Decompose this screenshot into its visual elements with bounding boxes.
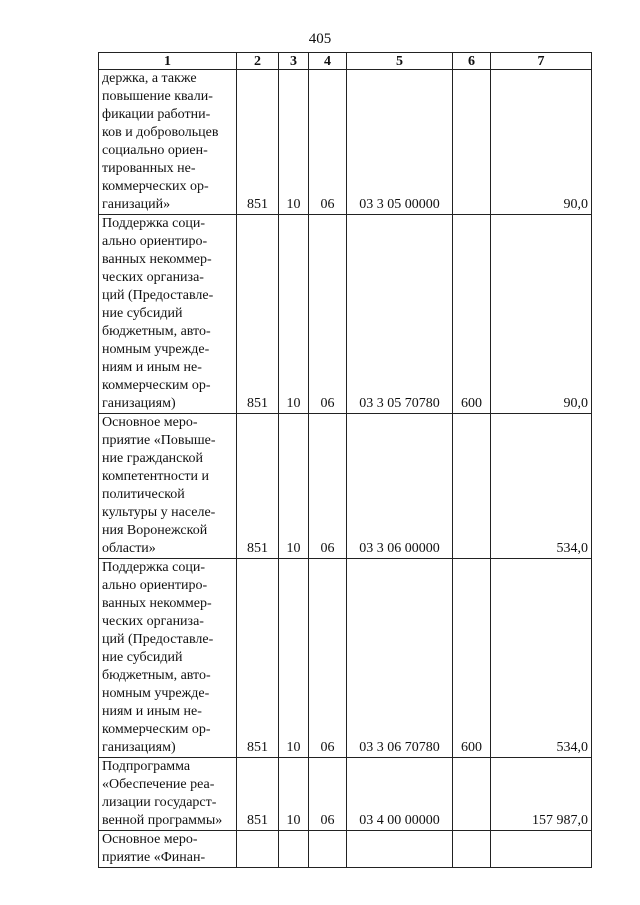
cell-section: 10 — [279, 414, 309, 559]
cell-ministry-code: 851 — [237, 70, 279, 215]
name-line: компетентности и — [102, 469, 209, 484]
cell-subsection — [309, 831, 347, 868]
cell-expense-type — [453, 758, 491, 831]
column-header-1: 1 — [99, 53, 237, 70]
cell-subsection: 06 — [309, 758, 347, 831]
cell-name — [99, 758, 237, 831]
name-line: ванных некоммер- — [102, 596, 212, 611]
name-line: ческих организа- — [102, 614, 204, 629]
cell-ministry-code — [237, 831, 279, 868]
name-line: бюджетным, авто- — [102, 668, 211, 683]
column-header-6: 6 — [453, 53, 491, 70]
cell-target-article: 03 4 00 00000 — [347, 758, 453, 831]
column-header-3: 3 — [279, 53, 309, 70]
name-line: ния Воронежской — [102, 523, 208, 538]
name-line: коммерческих ор- — [102, 179, 209, 194]
cell-expense-type — [453, 414, 491, 559]
cell-amount: 534,0 — [491, 559, 592, 758]
column-header-5: 5 — [347, 53, 453, 70]
name-line: номным учрежде- — [102, 686, 210, 701]
name-line: Поддержка соци- — [102, 560, 206, 575]
column-header-4: 4 — [309, 53, 347, 70]
name-line: ально ориентиро- — [102, 234, 208, 249]
cell-subsection: 06 — [309, 215, 347, 414]
cell-ministry-code: 851 — [237, 559, 279, 758]
name-line: Подпрограмма — [102, 759, 191, 774]
cell-ministry-code: 851 — [237, 414, 279, 559]
name-line: политической — [102, 487, 185, 502]
name-line: культуры у населе- — [102, 505, 216, 520]
name-line: ческих организа- — [102, 270, 204, 285]
cell-amount — [491, 831, 592, 868]
name-line: бюджетным, авто- — [102, 324, 211, 339]
name-line: ков и добровольцев — [102, 125, 219, 140]
cell-target-article: 03 3 05 00000 — [347, 70, 453, 215]
cell-subsection: 06 — [309, 414, 347, 559]
name-line: ганизациям) — [102, 740, 176, 755]
column-header-2: 2 — [237, 53, 279, 70]
cell-section: 10 — [279, 215, 309, 414]
cell-target-article: 03 3 05 70780 — [347, 215, 453, 414]
cell-subsection: 06 — [309, 559, 347, 758]
cell-target-article: 03 3 06 70780 — [347, 559, 453, 758]
name-line: области» — [102, 541, 156, 556]
name-line: коммерческим ор- — [102, 378, 211, 393]
table-row — [99, 215, 592, 414]
cell-amount: 157 987,0 — [491, 758, 592, 831]
name-line: ций (Предоставле- — [102, 632, 214, 647]
cell-section — [279, 831, 309, 868]
name-line: ниям и иным не- — [102, 360, 202, 375]
table-row — [99, 70, 592, 215]
name-line: тированных не- — [102, 161, 196, 176]
name-line: ций (Предоставле- — [102, 288, 214, 303]
name-line: ганизаций» — [102, 197, 171, 212]
name-line: Основное меро- — [102, 832, 198, 847]
cell-name — [99, 414, 237, 559]
table-body — [99, 70, 592, 868]
table-row — [99, 831, 592, 868]
cell-subsection: 06 — [309, 70, 347, 215]
cell-name — [99, 70, 237, 215]
cell-ministry-code: 851 — [237, 215, 279, 414]
table-row — [99, 414, 592, 559]
cell-amount: 534,0 — [491, 414, 592, 559]
name-line: приятие «Финан- — [102, 850, 206, 865]
cell-target-article — [347, 831, 453, 868]
name-line: ганизациям) — [102, 396, 176, 411]
name-line: венной программы» — [102, 813, 223, 828]
name-line: лизации государст- — [102, 795, 217, 810]
cell-target-article: 03 3 06 00000 — [347, 414, 453, 559]
budget-table — [98, 52, 592, 868]
cell-name — [99, 215, 237, 414]
name-line: социально ориен- — [102, 143, 208, 158]
name-line: «Обеспечение реа- — [102, 777, 215, 792]
cell-ministry-code: 851 — [237, 758, 279, 831]
table-row — [99, 758, 592, 831]
cell-name — [99, 559, 237, 758]
table-row — [99, 559, 592, 758]
name-line: фикации работни- — [102, 107, 211, 122]
cell-amount: 90,0 — [491, 215, 592, 414]
name-line: коммерческим ор- — [102, 722, 211, 737]
cell-section: 10 — [279, 758, 309, 831]
cell-expense-type — [453, 831, 491, 868]
cell-name — [99, 831, 237, 868]
cell-amount: 90,0 — [491, 70, 592, 215]
name-line: ниям и иным не- — [102, 704, 202, 719]
name-line: держка, а также — [102, 71, 197, 86]
name-line: ванных некоммер- — [102, 252, 212, 267]
cell-expense-type: 600 — [453, 559, 491, 758]
column-header-7: 7 — [491, 53, 592, 70]
cell-expense-type: 600 — [453, 215, 491, 414]
name-line: Поддержка соци- — [102, 216, 206, 231]
cell-section: 10 — [279, 70, 309, 215]
cell-section: 10 — [279, 559, 309, 758]
name-line: ние гражданской — [102, 451, 203, 466]
name-line: приятие «Повыше- — [102, 433, 216, 448]
name-line: ально ориентиро- — [102, 578, 208, 593]
name-line: Основное меро- — [102, 415, 198, 430]
name-line: повышение квали- — [102, 89, 213, 104]
table-header-row — [99, 53, 592, 70]
name-line: номным учрежде- — [102, 342, 210, 357]
name-line: ние субсидий — [102, 306, 183, 321]
cell-expense-type — [453, 70, 491, 215]
name-line: ние субсидий — [102, 650, 183, 665]
page-number: 405 — [308, 31, 332, 47]
